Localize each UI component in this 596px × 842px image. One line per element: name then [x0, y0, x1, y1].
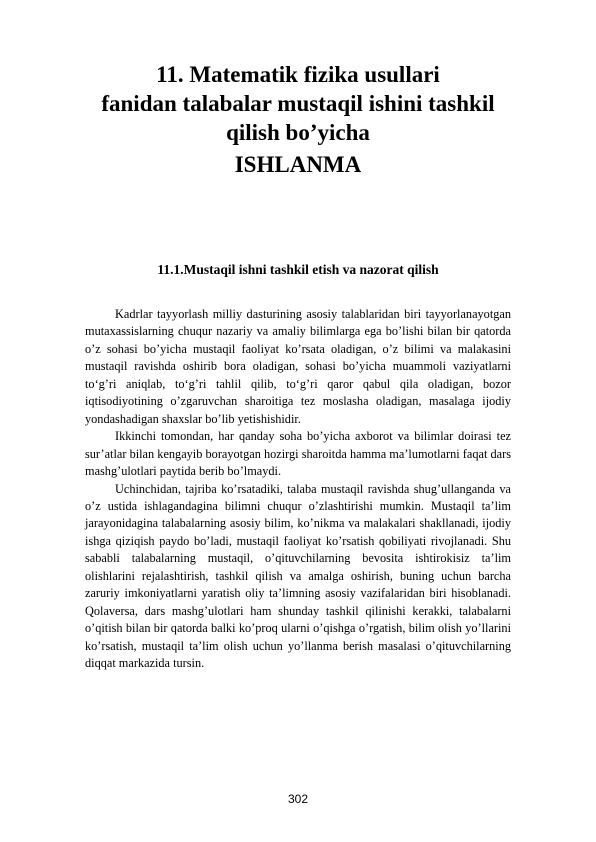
- chapter-title-line-4: ISHLANMA: [234, 152, 362, 177]
- paragraph-1: Kadrlar tayyorlash milliy dasturining asosiy talablaridan biri tayyorlanayotgan mutaxassislarning chuqur nazariy va amaliy bilimlarga ega bo’lishi bilan bir qatorda o’z sohasi bo’yicha mustaqil faoliyat ko’rsata oladigan, o’z bilimi va malakasini mustaqil ravishda oshirib bora oladigan, sohasi bo’yicha muammoli vaziyatlarni to‘g’ri aniqlab, to‘g’ri tahlil qilib, to‘g’ri qaror qabul qila oladigan, bozor iqtisodiyotining o’zgaruvchan sharoitiga tez moslasha oladigan, masalaga ijodiy yondashadigan shaxslar bo’lib yetishishidir.: [85, 307, 511, 426]
- chapter-title-line-1: 11. Matematik fizika usullari: [156, 62, 440, 87]
- body-text: [85, 306, 511, 673]
- section-heading: 11.1.Mustaqil ishni tashkil etish va nazorat qilish: [157, 262, 439, 277]
- chapter-title-line-2: fanidan talabalar mustaqil ishini tashkil: [101, 91, 495, 116]
- page-number: 302: [287, 792, 309, 806]
- chapter-title: [60, 60, 536, 179]
- paragraph-3: Uchinchidan, tajriba ko’rsatadiki, talaba mustaqil ravishda shug’ullanganda va o’z ustida ishlagandagina bilimni chuqur o’zlashtirishi mumkin. Mustaqil ta’lim jarayonidagina talabalarning asosiy bilim, ko’nikma va malakalari shakllanadi, ijodiy ishga qiziqish paydo bo’ladi, mustaqil faoliyat ko’rsatish qobiliyati rivojlanadi. Shu sababli talabalarning mustaqil, o’qituvchilarning bevosita ishtirokisiz ta’lim olishlarini rejalashtirish, tashkil qilish va amalga oshirish, buning uchun barcha zaruriy imkoniyatlarni yaratish oliy ta’limning asosiy vazifalaridan biri hisoblanadi. Qolaversa, dars mashg’ulotlari ham shunday tashkil qilinishi kerakki, talabalarni o’qitish bilan bir qatorda balki ko’proq ularni o’qishga o’rgatish, bilim olish yo’llarini ko’rsatish, mustaqil ta’lim olish uchun yo’llanma berish masalasi o’qituvchilarning diqqat markazida tursin.: [85, 481, 511, 671]
- chapter-title-line-3: qilish bo’yicha: [226, 120, 370, 145]
- paragraph-2: Ikkinchi tomondan, har qanday soha bo’yicha axborot va bilimlar doirasi tez sur’atlar bilan kengayib borayotgan hozirgi sharoitda hamma ma’lumotlarni faqat dars mashg’ulotlari paytida berib bo’lmaydi.: [85, 429, 511, 479]
